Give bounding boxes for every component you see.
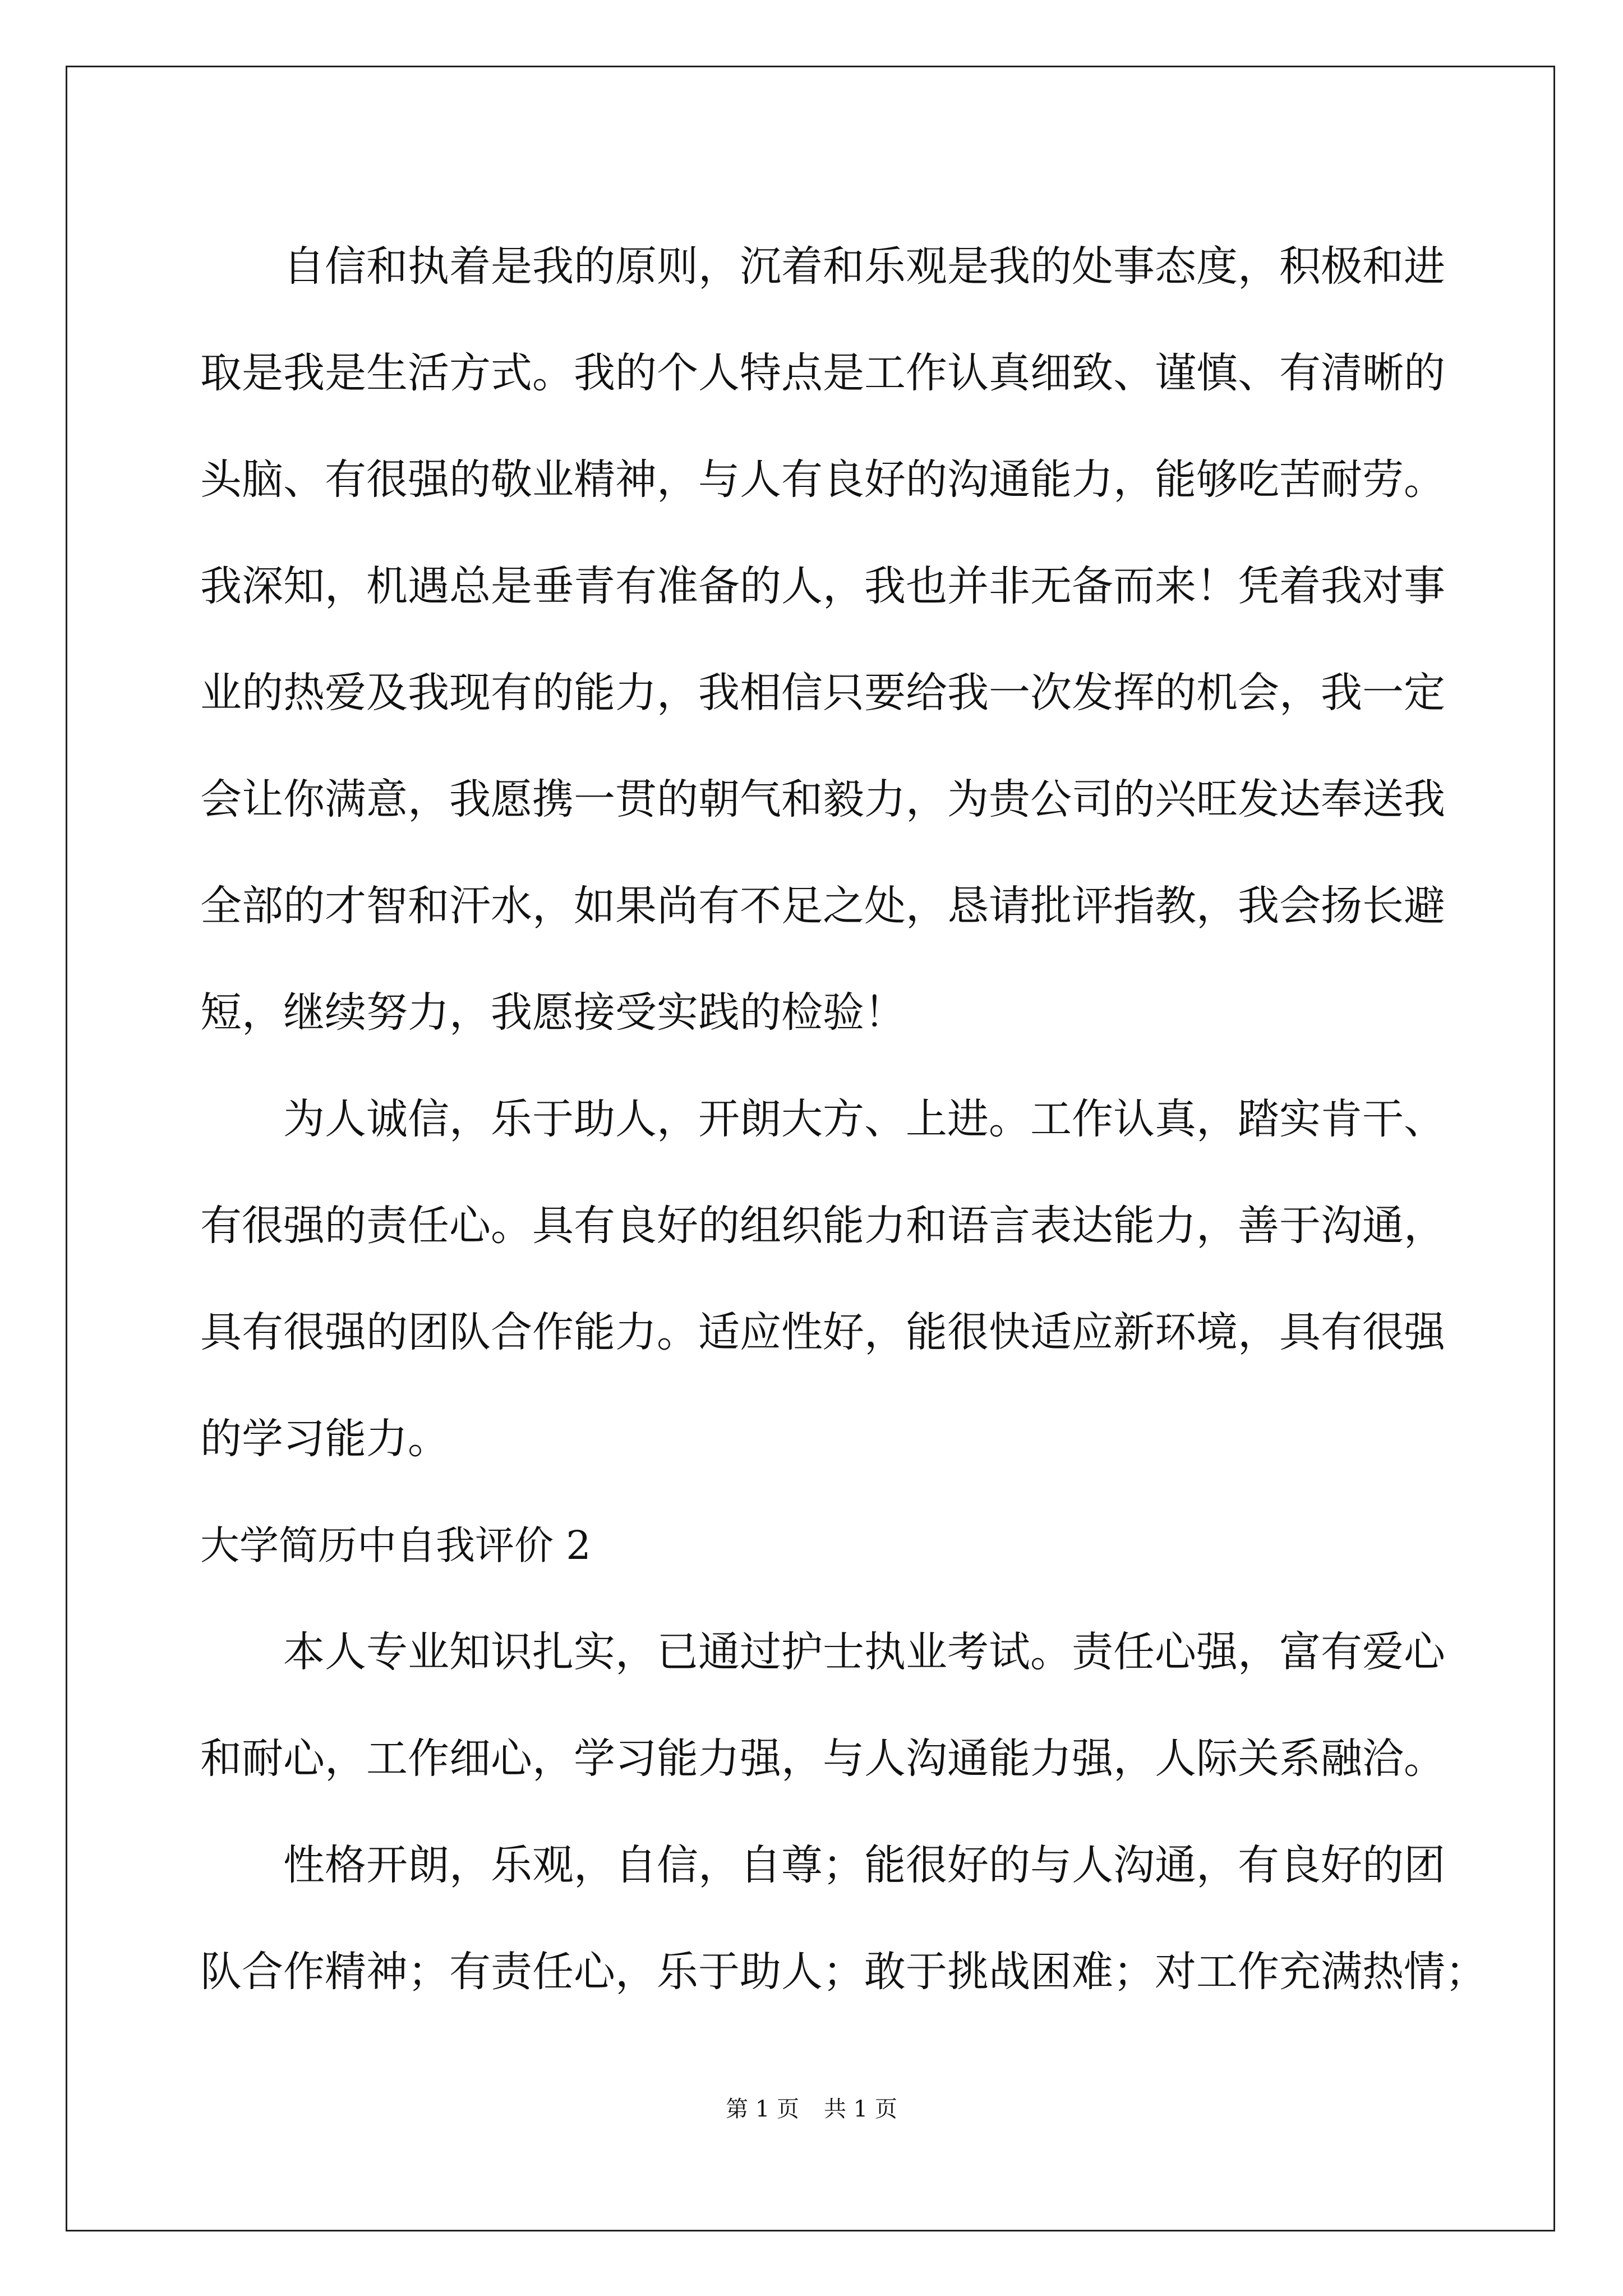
paragraph-line: 的学习能力。 [200,1415,449,1463]
paragraph-character [200,1812,1487,2025]
paragraph-line: 业的热爱及我现有的能力，我相信只要给我一次发挥的机会，我一定 [200,669,1445,717]
paragraph-professional [200,1599,1445,1812]
paragraph-line: 队合作精神；有责任心，乐于助人；敢于挑战困难；对工作充满热情； [200,1948,1487,1996]
paragraph-line: 取是我是生活方式。我的个人特点是工作认真细致、谨慎、有清晰的 [200,349,1445,397]
paragraph-line: 头脑、有很强的敬业精神，与人有良好的沟通能力，能够吃苦耐劳。 [200,455,1445,504]
paragraph-personality [200,1066,1445,1492]
paragraph-line: 有很强的责任心。具有良好的组织能力和语言表达能力，善于沟通， [200,1202,1445,1250]
paragraph-line: 具有很强的团队合作能力。适应性好，能很快适应新环境，具有很强 [200,1308,1445,1356]
paragraph-line: 和耐心，工作细心，学习能力强，与人沟通能力强，人际关系融洽。 [200,1734,1445,1783]
page-total: 共 1 页 [824,2096,897,2122]
document-body [200,213,1487,2025]
section-heading: 大学简历中自我评价 2 [200,1522,591,1568]
paragraph-line: 短，继续努力，我愿接受实践的检验！ [200,988,906,1037]
paragraph-self-intro [200,213,1445,1066]
paragraph-line: 为人诚信，乐于助人，开朗大方、上进。工作认真，踏实肯干、 [283,1095,1445,1143]
page-number: 第 1 页 [726,2096,799,2122]
paragraph-line: 自信和执着是我的原则，沉着和乐观是我的处事态度，积极和进 [283,242,1445,291]
paragraph-line: 我深知，机遇总是垂青有准备的人，我也并非无备而来！凭着我对事 [200,562,1445,610]
paragraph-line: 本人专业知识扎实，已通过护士执业考试。责任心强，富有爱心 [283,1628,1445,1676]
paragraph-line: 会让你满意，我愿携一贯的朝气和毅力，为贵公司的兴旺发达奉送我 [200,775,1445,823]
page-footer [0,2091,1623,2123]
paragraph-line: 全部的才智和汗水，如果尚有不足之处，恳请批评指教，我会扬长避 [200,882,1445,930]
paragraph-line: 性格开朗，乐观，自信，自尊；能很好的与人沟通，有良好的团 [283,1841,1445,1889]
